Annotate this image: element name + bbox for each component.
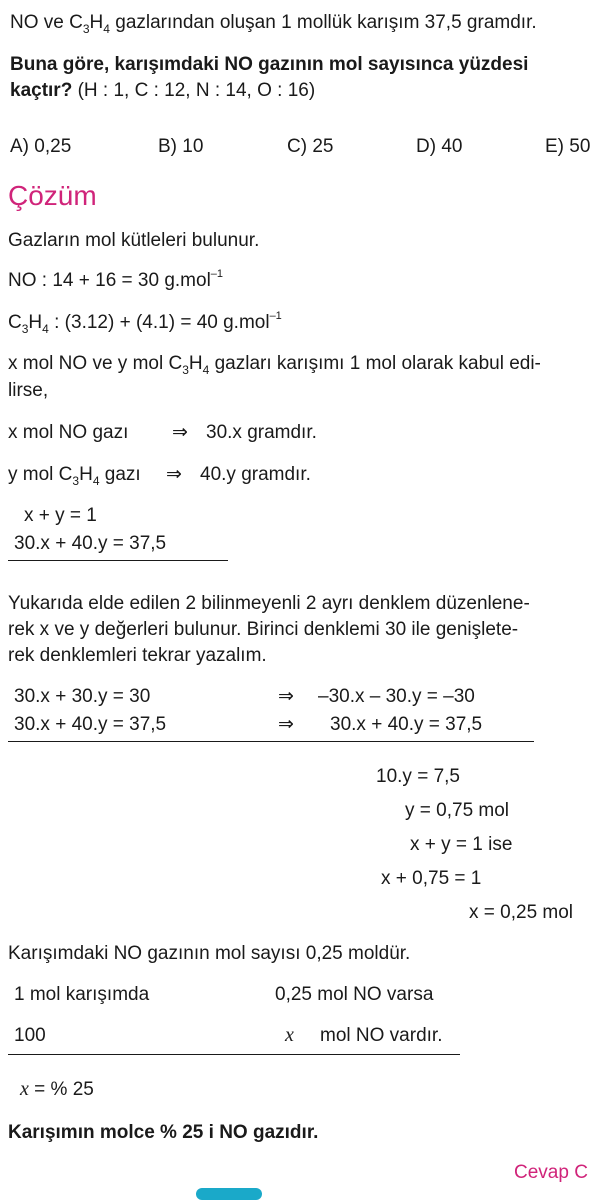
- answer-label: Cevap C: [514, 1162, 588, 1183]
- paragraph-line-3: rek denklemleri tekrar yazalım.: [8, 645, 267, 666]
- no-molar-mass: [8, 270, 223, 292]
- subscript: 4: [42, 322, 49, 336]
- x-gas-label: x mol NO gazı: [8, 422, 129, 443]
- formula-text: C: [8, 312, 22, 333]
- option-e: E) 50: [545, 136, 591, 157]
- question-line-3: [10, 80, 315, 102]
- implies-arrow: ⇒: [172, 422, 188, 443]
- formula-text: H: [28, 312, 43, 333]
- option-c: C) 25: [287, 136, 334, 157]
- x-variable: x: [20, 1078, 29, 1100]
- solution-intro: Gazların mol kütleleri bulunur.: [8, 230, 260, 251]
- c3h4-molar-mass: [8, 312, 282, 334]
- formula-text: x mol NO ve y mol C: [8, 353, 183, 374]
- question-text: NO ve C: [10, 12, 83, 33]
- option-a: A) 0,25: [10, 136, 72, 157]
- proportion-right-2: mol NO vardır.: [320, 1025, 443, 1046]
- subscript: 3: [182, 363, 189, 377]
- implies-arrow: ⇒: [166, 464, 182, 485]
- formula-text: NO : 14 + 16 = 30 g.mol: [8, 270, 211, 291]
- subscript: 4: [202, 363, 210, 377]
- atomic-masses: (H : 1, C : 12, N : 14, O : 16): [72, 80, 316, 101]
- formula-text: : (3.12) + (4.1) = 40 g.mol: [48, 312, 270, 333]
- question-text: H: [89, 12, 104, 33]
- implies-arrow: ⇒: [278, 714, 294, 735]
- formula-text: y mol C: [8, 464, 73, 485]
- system-divider: [8, 741, 534, 742]
- y-gas-value: 40.y gramdır.: [200, 464, 311, 485]
- system-left-2: 30.x + 40.y = 37,5: [14, 714, 167, 735]
- exponent: –1: [210, 268, 224, 280]
- equation-1: x + y = 1: [24, 505, 97, 526]
- conclusion: Karışımın molce % 25 i NO gazıdır.: [8, 1122, 319, 1143]
- question-line-1: [10, 12, 537, 34]
- assumption-line-1: [8, 353, 541, 375]
- assumption-line-2: lirse,: [8, 380, 49, 401]
- implies-arrow: ⇒: [278, 686, 294, 707]
- system-right-2: 30.x + 40.y = 37,5: [330, 714, 483, 735]
- formula-text: H: [79, 464, 93, 485]
- subscript: 3: [21, 322, 29, 336]
- subscript: 4: [103, 22, 110, 36]
- subscript: 3: [72, 474, 80, 488]
- proportion-right-1: 0,25 mol NO varsa: [275, 984, 434, 1005]
- x-result: [20, 1078, 94, 1101]
- result-3: x + y = 1 ise: [410, 834, 513, 855]
- system-right-1: –30.x – 30.y = –30: [318, 686, 475, 707]
- proportion-left-1: 1 mol karışımda: [14, 984, 150, 1005]
- result-1: 10.y = 7,5: [376, 766, 460, 787]
- y-gas-label: [8, 464, 141, 486]
- result-5: x = 0,25 mol: [469, 902, 574, 923]
- proportion-divider: [8, 1054, 460, 1055]
- paragraph-line-1: Yukarıda elde edilen 2 bilinmeyenli 2 ayrı denklem düzenlene-: [8, 593, 530, 614]
- solution-title: Çözüm: [8, 180, 97, 211]
- formula-text: gazları karışımı 1 mol olarak kabul edi-: [209, 353, 541, 374]
- system-left-1: 30.x + 30.y = 30: [14, 686, 151, 707]
- question-bold: kaçtır?: [10, 80, 73, 101]
- equation-divider: [8, 560, 228, 561]
- question-text: gazlarından oluşan 1 mollük karışım 37,5 gramdır.: [109, 12, 537, 33]
- result-4: x + 0,75 = 1: [381, 868, 482, 889]
- x-result-value: = % 25: [28, 1079, 94, 1100]
- option-d: D) 40: [416, 136, 463, 157]
- x-gas-value: 30.x gramdır.: [206, 422, 317, 443]
- formula-text: H: [188, 353, 203, 374]
- mol-statement: Karışımdaki NO gazının mol sayısı 0,25 moldür.: [8, 943, 411, 964]
- formula-text: gazı: [99, 464, 141, 485]
- exponent: –1: [269, 310, 282, 322]
- subscript: 3: [82, 22, 90, 36]
- equation-2: 30.x + 40.y = 37,5: [14, 533, 167, 554]
- option-b: B) 10: [158, 136, 204, 157]
- proportion-left-2: 100: [14, 1025, 46, 1046]
- paragraph-line-2: rek x ve y değerleri bulunur. Birinci denklemi 30 ile genişlete-: [8, 619, 519, 640]
- question-line-2: Buna göre, karışımdaki NO gazının mol sayısınca yüzdesi: [10, 54, 529, 75]
- result-2: y = 0,75 mol: [405, 800, 510, 821]
- proportion-x: x: [285, 1024, 294, 1046]
- subscript: 4: [92, 474, 100, 488]
- bottom-tab-indicator: [196, 1188, 262, 1200]
